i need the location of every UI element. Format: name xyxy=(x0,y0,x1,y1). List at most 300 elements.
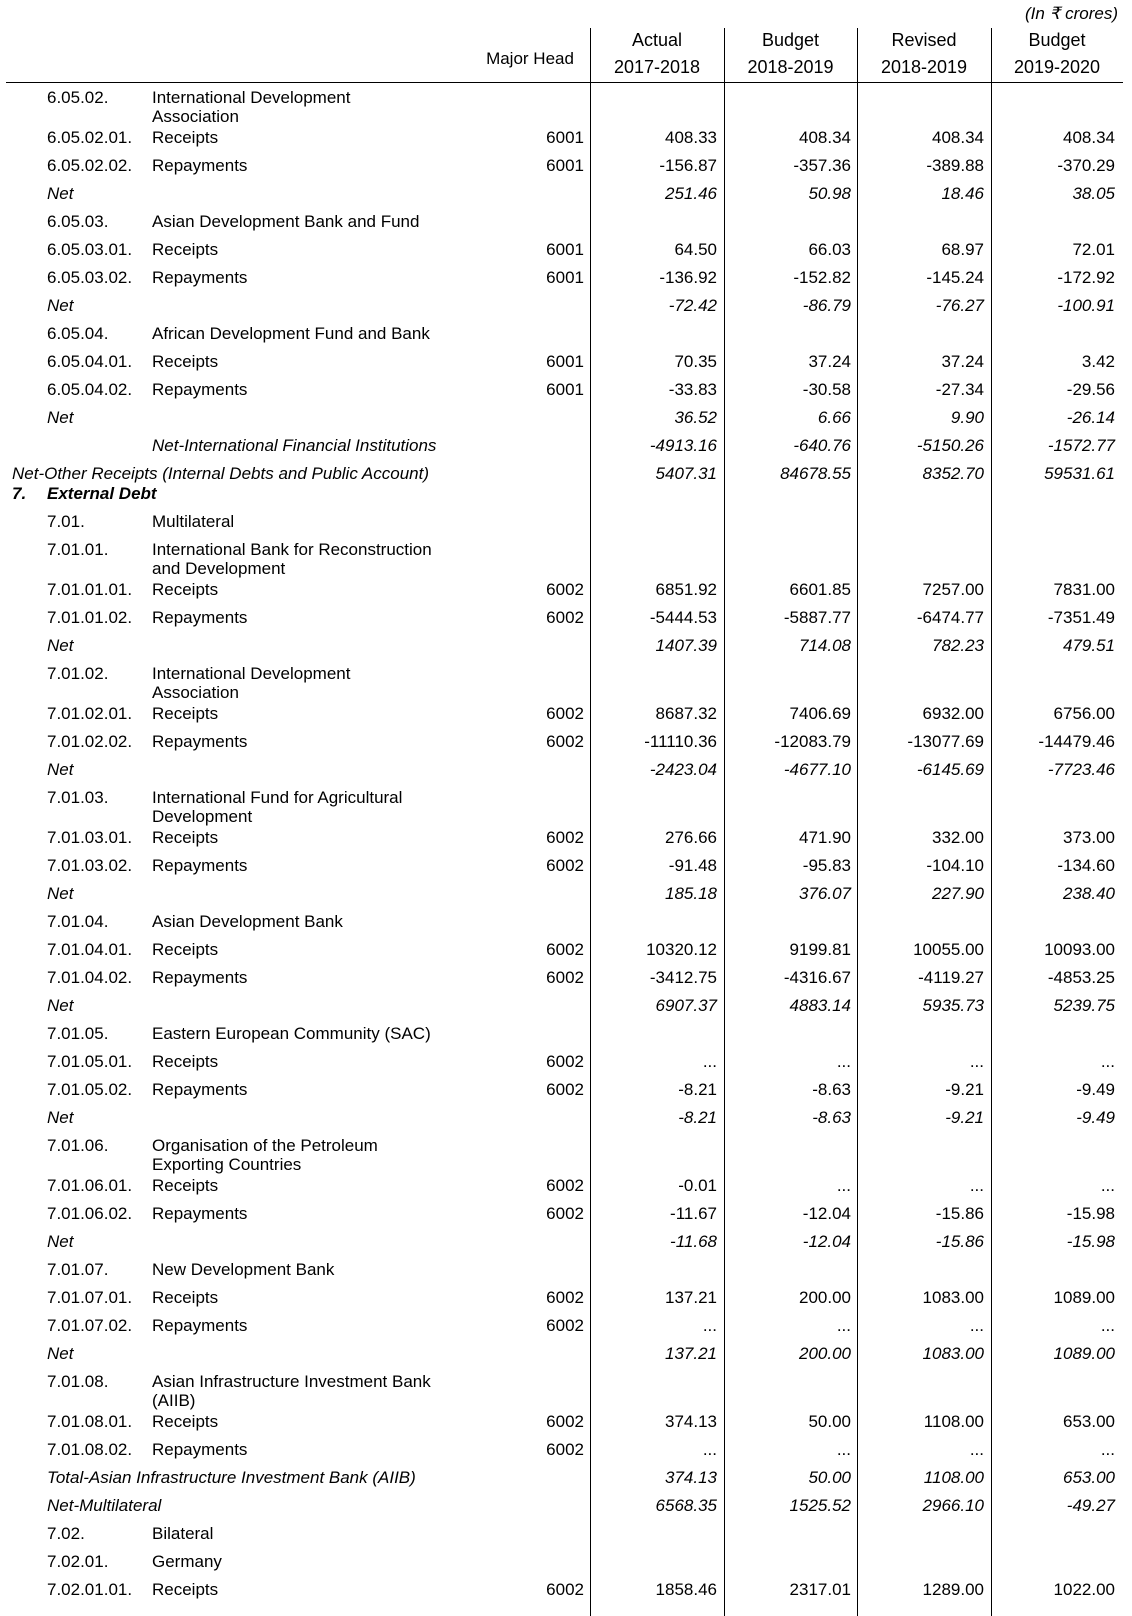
row-code: 6.05.03.01. xyxy=(47,240,133,259)
net-row xyxy=(0,182,1132,204)
row-description: Receipts xyxy=(152,1580,219,1599)
value-cell: 64.50 xyxy=(674,240,717,259)
value-cell: 50.98 xyxy=(808,184,851,203)
row-description: Receipts xyxy=(152,1052,219,1071)
value-cell: 6851.92 xyxy=(655,580,717,599)
value-cell: -12.04 xyxy=(802,1204,851,1223)
row-code: 7.01.01.02. xyxy=(47,608,133,627)
value-cell: 408.34 xyxy=(932,128,984,147)
table-row xyxy=(0,1578,1132,1600)
value-cell: 6601.85 xyxy=(789,580,851,599)
value-cell: -640.76 xyxy=(793,436,851,455)
major-head-cell: 6002 xyxy=(546,1080,584,1099)
subhead-row xyxy=(0,910,1132,932)
value-cell: -30.58 xyxy=(802,380,851,399)
row-description: Repayments xyxy=(152,268,248,287)
value-cell: -134.60 xyxy=(1057,856,1115,875)
table-row xyxy=(0,126,1132,148)
value-cell: 8687.32 xyxy=(655,704,717,723)
value-cell: -33.83 xyxy=(668,380,717,399)
row-description: International Bank for Reconstruction xyxy=(152,540,432,559)
table-row xyxy=(0,702,1132,724)
row-code: 7.01.05.02. xyxy=(47,1080,133,1099)
value-cell: -15.86 xyxy=(935,1204,984,1223)
table-row xyxy=(0,266,1132,288)
value-cell: 66.03 xyxy=(808,240,851,259)
value-cell: -29.56 xyxy=(1066,380,1115,399)
section-row xyxy=(0,482,1132,504)
section-number: 7. xyxy=(12,484,27,503)
net-row xyxy=(0,758,1132,780)
subhead-row xyxy=(0,538,1132,578)
row-description: Repayments xyxy=(152,380,248,399)
value-cell: ... xyxy=(702,1440,717,1459)
row-description: International Development xyxy=(152,664,351,683)
table-row xyxy=(0,826,1132,848)
subhead-row xyxy=(0,86,1132,126)
value-cell: 653.00 xyxy=(1063,1412,1115,1431)
value-cell: 408.33 xyxy=(665,128,717,147)
value-cell: -76.27 xyxy=(935,296,984,315)
value-cell: 376.07 xyxy=(799,884,851,903)
value-cell: 7257.00 xyxy=(922,580,984,599)
value-cell: 59531.61 xyxy=(1044,464,1115,483)
net-row xyxy=(0,1230,1132,1252)
value-cell: -6145.69 xyxy=(916,760,984,779)
row-code: 7.01.08. xyxy=(47,1372,109,1391)
value-cell: -12083.79 xyxy=(774,732,851,751)
net-label: Net xyxy=(47,1108,74,1127)
major-head-cell: 6002 xyxy=(546,968,584,987)
major-head-cell: 6001 xyxy=(546,268,584,287)
value-cell: 50.00 xyxy=(808,1412,851,1431)
value-cell: 1858.46 xyxy=(655,1580,717,1599)
value-cell: 782.23 xyxy=(932,636,984,655)
row-code: 7.01.06.02. xyxy=(47,1204,133,1223)
value-cell: -91.48 xyxy=(668,856,717,875)
major-head-cell: 6002 xyxy=(546,856,584,875)
col-header-line1: Revised xyxy=(891,30,957,50)
col-header-line1: Budget xyxy=(761,30,820,50)
major-head-cell: 6002 xyxy=(546,828,584,847)
row-description: International Fund for Agricultural xyxy=(152,788,403,807)
value-cell: -12.04 xyxy=(802,1232,851,1251)
row-code: 7.01.04. xyxy=(47,912,109,931)
row-code: 7.02. xyxy=(47,1524,85,1543)
net-label: Net xyxy=(47,1232,74,1251)
table-row xyxy=(0,606,1132,628)
row-code: 6.05.02.01. xyxy=(47,128,133,147)
value-cell: 70.35 xyxy=(674,352,717,371)
value-cell: -15.98 xyxy=(1066,1204,1115,1223)
row-code: 7.01.08.02. xyxy=(47,1440,133,1459)
value-cell: -26.14 xyxy=(1066,408,1115,427)
value-cell: 137.21 xyxy=(665,1344,717,1363)
row-description-cont: Exporting Countries xyxy=(152,1155,302,1174)
row-description: Repayments xyxy=(152,608,248,627)
row-code: 7.01.03. xyxy=(47,788,109,807)
major-head-cell: 6001 xyxy=(546,128,584,147)
value-cell: ... xyxy=(969,1176,984,1195)
row-code: 7.01.06.01. xyxy=(47,1176,133,1195)
table-row xyxy=(0,238,1132,260)
row-description: International Development xyxy=(152,88,351,107)
value-cell: -11110.36 xyxy=(644,732,717,751)
value-cell: 68.97 xyxy=(941,240,984,259)
row-description: Repayments xyxy=(152,968,248,987)
value-cell: 251.46 xyxy=(665,184,717,203)
row-code: 7.02.01.01. xyxy=(47,1580,133,1599)
value-cell: -86.79 xyxy=(802,296,851,315)
major-head-cell: 6002 xyxy=(546,580,584,599)
value-cell: 84678.55 xyxy=(780,464,851,483)
table-row xyxy=(0,1286,1132,1308)
net-row xyxy=(0,1466,1132,1488)
value-cell: 7831.00 xyxy=(1053,580,1115,599)
value-cell: -15.98 xyxy=(1066,1232,1115,1251)
value-cell: -357.36 xyxy=(793,156,851,175)
row-description-cont: Association xyxy=(152,683,239,702)
major-head-cell: 6002 xyxy=(546,704,584,723)
value-cell: -7723.46 xyxy=(1047,760,1115,779)
row-code: 6.05.02.02. xyxy=(47,156,133,175)
row-description: Repayments xyxy=(152,1204,248,1223)
value-cell: 5239.75 xyxy=(1053,996,1115,1015)
value-cell: 2966.10 xyxy=(922,1496,984,1515)
table-row xyxy=(0,1078,1132,1100)
value-cell: -49.27 xyxy=(1066,1496,1115,1515)
row-description: Repayments xyxy=(152,856,248,875)
major-head-header: Major Head xyxy=(486,49,574,68)
value-cell: 10055.00 xyxy=(913,940,984,959)
row-description: Receipts xyxy=(152,1176,219,1195)
row-code: 6.05.03.02. xyxy=(47,268,133,287)
value-cell: 137.21 xyxy=(665,1288,717,1307)
row-code: 7.01.02.01. xyxy=(47,704,133,723)
value-cell: -4853.25 xyxy=(1047,968,1115,987)
subhead-row xyxy=(0,1522,1132,1544)
row-code: 7.02.01. xyxy=(47,1552,109,1571)
row-description-cont: and Development xyxy=(152,559,286,578)
value-cell: ... xyxy=(836,1052,851,1071)
row-code: 6.05.04.02. xyxy=(47,380,133,399)
net-row xyxy=(0,1494,1132,1516)
value-cell: 1108.00 xyxy=(923,1412,984,1431)
header-rule xyxy=(6,82,1123,83)
table-row xyxy=(0,378,1132,400)
col-header-line1: Budget xyxy=(1028,30,1086,50)
value-cell: 479.51 xyxy=(1063,636,1115,655)
row-description-cont: Development xyxy=(152,807,253,826)
row-code: 7.01.02. xyxy=(47,664,109,683)
value-cell: 8352.70 xyxy=(922,464,984,483)
row-code: 6.05.04.01. xyxy=(47,352,133,371)
value-cell: -5444.53 xyxy=(649,608,717,627)
row-description: Repayments xyxy=(152,1316,248,1335)
row-code: 7.01.08.01. xyxy=(47,1412,133,1431)
value-cell: 2317.01 xyxy=(789,1580,851,1599)
table-row xyxy=(0,730,1132,752)
row-code: 6.05.03. xyxy=(47,212,109,231)
table-row xyxy=(0,1202,1132,1224)
value-cell: -370.29 xyxy=(1057,156,1115,175)
value-cell: -9.21 xyxy=(945,1108,984,1127)
value-cell: 1407.39 xyxy=(655,636,717,655)
col-header-line2: 2018-2019 xyxy=(747,57,834,77)
value-cell: 276.66 xyxy=(665,828,717,847)
table-row xyxy=(0,154,1132,176)
value-cell: 72.01 xyxy=(1072,240,1115,259)
row-code: 7.01.07.01. xyxy=(47,1288,133,1307)
value-cell: ... xyxy=(1100,1440,1115,1459)
value-cell: -4316.67 xyxy=(783,968,851,987)
row-code: 6.05.02. xyxy=(47,88,109,107)
major-head-cell: 6002 xyxy=(546,940,584,959)
value-cell: 373.00 xyxy=(1063,828,1115,847)
value-cell: 238.40 xyxy=(1063,884,1115,903)
value-cell: ... xyxy=(1100,1176,1115,1195)
row-description: Organisation of the Petroleum xyxy=(152,1136,378,1155)
col-header-budget-2019 xyxy=(991,30,1123,78)
subhead-row xyxy=(0,1258,1132,1280)
row-description: Repayments xyxy=(152,156,248,175)
net-row xyxy=(0,882,1132,904)
value-cell: 374.13 xyxy=(665,1468,717,1487)
value-cell: ... xyxy=(1100,1052,1115,1071)
value-cell: 374.13 xyxy=(665,1412,717,1431)
value-cell: -8.21 xyxy=(678,1108,717,1127)
net-row xyxy=(0,294,1132,316)
value-cell: 38.05 xyxy=(1072,184,1115,203)
row-description-cont: Association xyxy=(152,107,239,126)
row-description: Receipts xyxy=(152,1288,219,1307)
row-description: Receipts xyxy=(152,352,219,371)
subhead-row xyxy=(0,1022,1132,1044)
row-code: 7.01.01. xyxy=(47,540,109,559)
value-cell: ... xyxy=(836,1316,851,1335)
value-cell: 714.08 xyxy=(799,636,851,655)
table-row xyxy=(0,350,1132,372)
net-label: Net xyxy=(47,636,74,655)
value-cell: 36.52 xyxy=(674,408,717,427)
value-cell: -14479.46 xyxy=(1038,732,1115,751)
value-cell: ... xyxy=(969,1316,984,1335)
value-cell: 5935.73 xyxy=(922,996,984,1015)
value-cell: 1289.00 xyxy=(922,1580,984,1599)
net-label: Net-International Financial Institutions xyxy=(152,436,437,455)
value-cell: 9199.81 xyxy=(789,940,851,959)
col-header-line1: Actual xyxy=(631,30,683,50)
net-row xyxy=(0,434,1132,456)
table-row xyxy=(0,966,1132,988)
value-cell: 9.90 xyxy=(950,408,984,427)
value-cell: ... xyxy=(969,1052,984,1071)
value-cell: -3412.75 xyxy=(649,968,717,987)
value-cell: -100.91 xyxy=(1057,296,1115,315)
value-cell: -4913.16 xyxy=(649,436,717,455)
row-code: 6.05.04. xyxy=(47,324,109,343)
value-cell: -11.67 xyxy=(670,1204,717,1223)
value-cell: 4883.14 xyxy=(789,996,851,1015)
value-cell: ... xyxy=(836,1176,851,1195)
row-description: Repayments xyxy=(152,1440,248,1459)
major-head-cell: 6002 xyxy=(546,732,584,751)
major-head-cell: 6002 xyxy=(546,1052,584,1071)
row-description: Repayments xyxy=(152,1080,248,1099)
row-description: Repayments xyxy=(152,732,248,751)
net-row xyxy=(0,1106,1132,1128)
value-cell: 1083.00 xyxy=(922,1344,984,1363)
table-row xyxy=(0,1438,1132,1460)
major-head-cell: 6002 xyxy=(546,1412,584,1431)
subhead-row xyxy=(0,322,1132,344)
net-label: Net xyxy=(47,184,74,203)
value-cell: ... xyxy=(836,1440,851,1459)
table-row xyxy=(0,1410,1132,1432)
major-head-cell: 6001 xyxy=(546,380,584,399)
value-cell: -136.92 xyxy=(659,268,717,287)
major-head-cell: 6002 xyxy=(546,1204,584,1223)
value-cell: 37.24 xyxy=(808,352,851,371)
table-row xyxy=(0,1174,1132,1196)
value-cell: -95.83 xyxy=(802,856,851,875)
net-row xyxy=(0,994,1132,1016)
row-code: 7.01.03.02. xyxy=(47,856,133,875)
subhead-row xyxy=(0,210,1132,232)
value-cell: 1022.00 xyxy=(1053,1580,1115,1599)
major-head-cell: 6001 xyxy=(546,352,584,371)
row-description: Receipts xyxy=(152,128,219,147)
net-label: Total-Asian Infrastructure Investment Bank (AIIB) xyxy=(47,1468,416,1487)
value-cell: -2423.04 xyxy=(649,760,717,779)
row-description: Asian Infrastructure Investment Bank xyxy=(152,1372,431,1391)
row-description: Asian Development Bank xyxy=(152,912,343,931)
value-cell: 1083.00 xyxy=(922,1288,984,1307)
net-row xyxy=(0,406,1132,428)
row-description: Receipts xyxy=(152,704,219,723)
value-cell: 332.00 xyxy=(932,828,984,847)
value-cell: 653.00 xyxy=(1063,1468,1115,1487)
value-cell: ... xyxy=(702,1052,717,1071)
major-head-cell: 6002 xyxy=(546,608,584,627)
net-label: Net xyxy=(47,296,74,315)
net-row xyxy=(0,462,1132,484)
value-cell: -1572.77 xyxy=(1047,436,1115,455)
value-cell: 6568.35 xyxy=(655,1496,717,1515)
row-description: Receipts xyxy=(152,240,219,259)
col-header-line2: 2019-2020 xyxy=(1013,57,1101,77)
value-cell: 6756.00 xyxy=(1053,704,1115,723)
section-title: External Debt xyxy=(47,484,157,503)
row-code: 7.01. xyxy=(47,512,85,531)
value-cell: -172.92 xyxy=(1057,268,1115,287)
value-cell: 10093.00 xyxy=(1044,940,1115,959)
value-cell: 1108.00 xyxy=(923,1468,984,1487)
row-code: 7.01.07.02. xyxy=(47,1316,133,1335)
row-code: 7.01.03.01. xyxy=(47,828,133,847)
value-cell: -7351.49 xyxy=(1047,608,1115,627)
value-cell: 1089.00 xyxy=(1053,1288,1115,1307)
value-cell: -9.49 xyxy=(1076,1108,1115,1127)
value-cell: ... xyxy=(969,1440,984,1459)
value-cell: -5887.77 xyxy=(783,608,851,627)
major-head-cell: 6002 xyxy=(546,1440,584,1459)
row-code: 7.01.05.01. xyxy=(47,1052,133,1071)
value-cell: ... xyxy=(1100,1316,1115,1335)
col-header-line2: 2018-2019 xyxy=(880,57,968,77)
subhead-row xyxy=(0,786,1132,826)
value-cell: -11.68 xyxy=(670,1232,717,1251)
value-cell: -8.21 xyxy=(678,1080,717,1099)
value-cell: -104.10 xyxy=(926,856,984,875)
row-description: Receipts xyxy=(152,828,219,847)
net-label: Net xyxy=(47,760,74,779)
value-cell: 471.90 xyxy=(799,828,851,847)
unit-note: (In ₹ crores) xyxy=(1025,4,1118,23)
value-cell: 200.00 xyxy=(799,1344,851,1363)
net-label: Net-Other Receipts (Internal Debts and Public Account) xyxy=(12,464,430,483)
row-code: 7.01.01.01. xyxy=(47,580,133,599)
row-description: New Development Bank xyxy=(152,1260,335,1279)
value-cell: -5150.26 xyxy=(916,436,984,455)
net-label: Net xyxy=(47,996,74,1015)
value-cell: -0.01 xyxy=(678,1176,717,1195)
net-row xyxy=(0,1342,1132,1364)
value-cell: 1525.52 xyxy=(789,1496,851,1515)
row-description: Receipts xyxy=(152,1412,219,1431)
value-cell: -152.82 xyxy=(793,268,851,287)
col-header-actual-2017 xyxy=(590,30,724,78)
value-cell: -156.87 xyxy=(659,156,717,175)
row-description: Germany xyxy=(152,1552,222,1571)
row-description: Eastern European Community (SAC) xyxy=(152,1024,431,1043)
value-cell: 18.46 xyxy=(941,184,984,203)
value-cell: 6907.37 xyxy=(655,996,717,1015)
value-cell: -9.21 xyxy=(945,1080,984,1099)
value-cell: -145.24 xyxy=(926,268,984,287)
net-label: Net xyxy=(47,408,74,427)
net-label: Net xyxy=(47,1344,74,1363)
value-cell: -4119.27 xyxy=(918,968,984,987)
value-cell: -6474.77 xyxy=(916,608,984,627)
row-code: 7.01.02.02. xyxy=(47,732,133,751)
row-description: Multilateral xyxy=(152,512,235,531)
value-cell: -13077.69 xyxy=(907,732,984,751)
value-cell: -8.63 xyxy=(812,1108,851,1127)
major-head-cell: 6002 xyxy=(546,1580,584,1599)
row-code: 7.01.04.02. xyxy=(47,968,133,987)
value-cell: -27.34 xyxy=(935,380,984,399)
value-cell: 50.00 xyxy=(808,1468,851,1487)
net-label: Net-Multilateral xyxy=(47,1496,162,1515)
net-row xyxy=(0,634,1132,656)
value-cell: 408.34 xyxy=(1063,128,1115,147)
major-head-cell: 6001 xyxy=(546,156,584,175)
subhead-row xyxy=(0,1550,1132,1572)
row-description-cont: (AIIB) xyxy=(152,1391,196,1410)
row-description: Asian Development Bank and Fund xyxy=(152,212,420,231)
major-head-cell: 6002 xyxy=(546,1316,584,1335)
row-code: 7.01.04.01. xyxy=(47,940,133,959)
value-cell: 227.90 xyxy=(932,884,984,903)
subhead-row xyxy=(0,510,1132,532)
col-header-line2: 2017-2018 xyxy=(613,57,701,77)
value-cell: 37.24 xyxy=(941,352,984,371)
col-header-revised-2018 xyxy=(857,30,991,78)
major-head-cell: 6002 xyxy=(546,1176,584,1195)
value-cell: 408.34 xyxy=(799,128,851,147)
value-cell: 5407.31 xyxy=(655,464,717,483)
